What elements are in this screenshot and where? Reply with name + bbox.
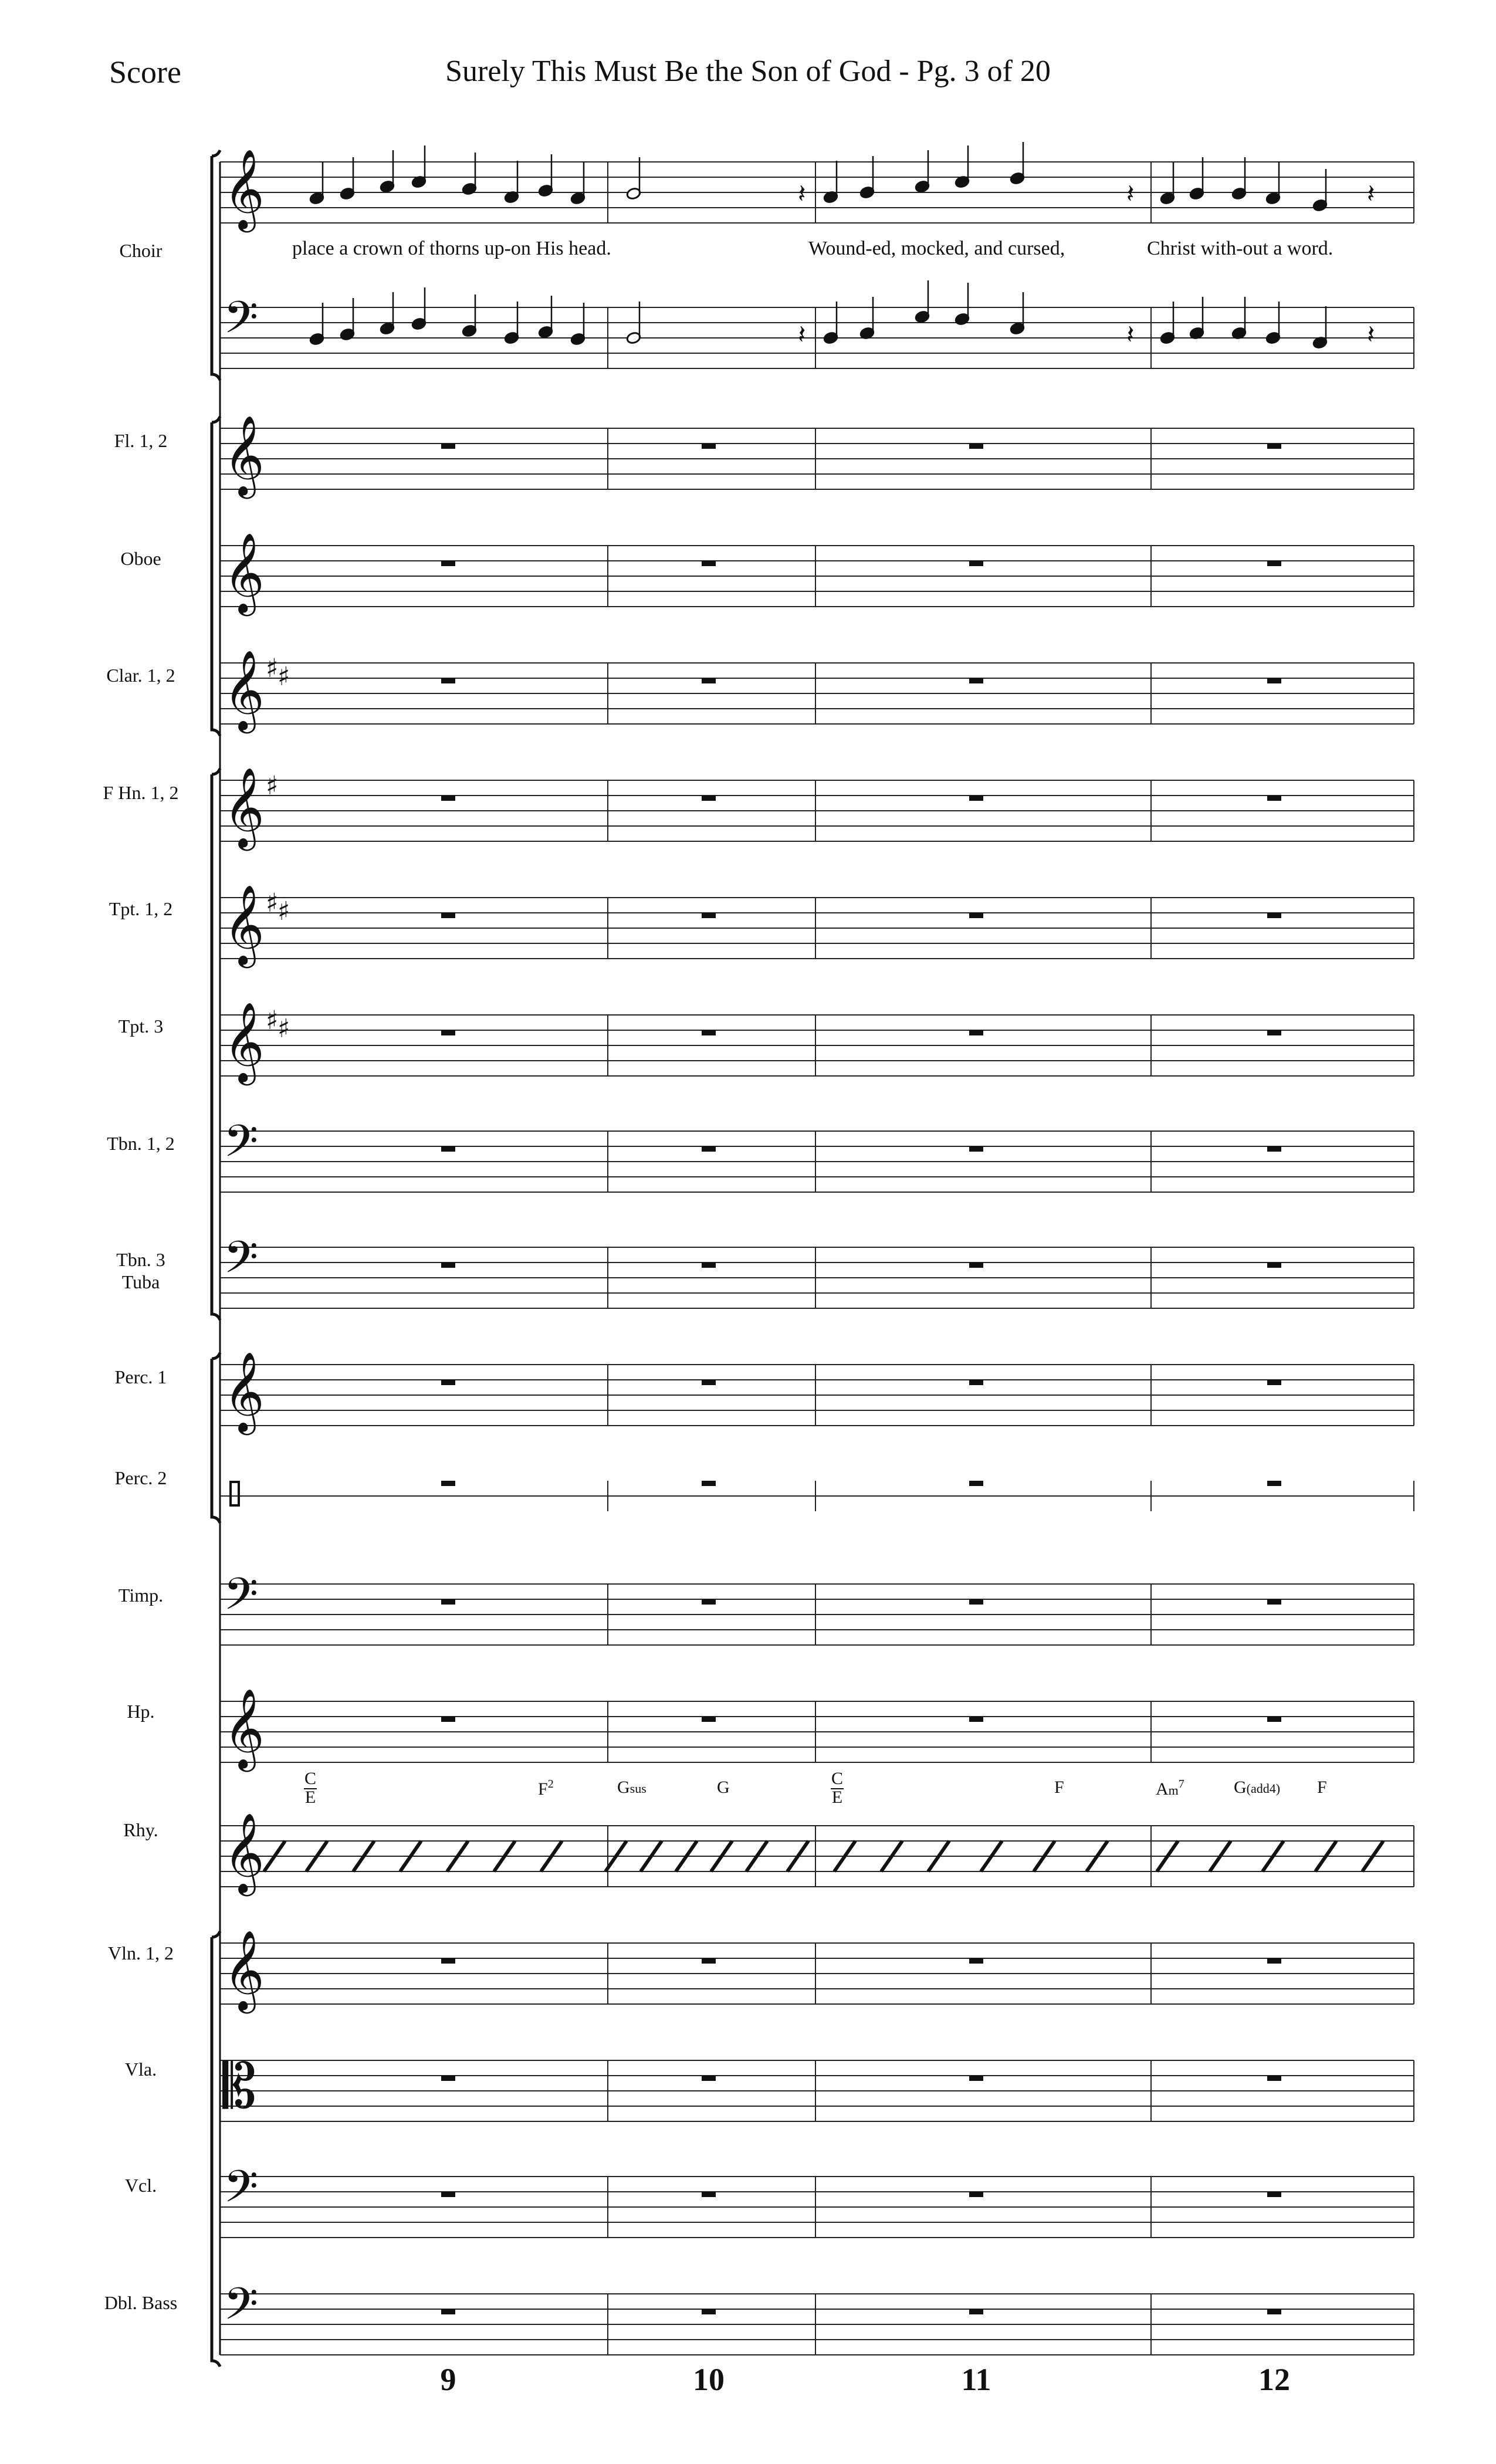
page-title: Surely This Must Be the Son of God - Pg. 3 of 20 [445, 55, 1051, 88]
choir-treble-quarter-rest: 𝄽 [798, 179, 806, 209]
viola-whole-rest [969, 2076, 983, 2081]
instrument-label-flute: Fl. 1, 2 [114, 430, 168, 451]
cello-staff [220, 2177, 1414, 2238]
trombone-1-2-whole-rest [441, 1146, 455, 1152]
chord-gadd4-ext: (add4) [1246, 1781, 1281, 1796]
trumpet-1-2-whole-rest [969, 913, 983, 918]
choir-bracket [212, 150, 220, 380]
clarinet-whole-rest [969, 678, 983, 683]
trumpet-3-staff [220, 1015, 1414, 1076]
chord-gsus-ext: sus [629, 1781, 647, 1796]
instrument-label-horn: F Hn. 1, 2 [103, 782, 179, 803]
chord-f-last-root: F [1317, 1778, 1327, 1797]
timpani-whole-rest [1267, 1599, 1281, 1605]
trombone-1-2-whole-rest [969, 1146, 983, 1152]
trumpet-1-2-sharp: ♯ [266, 888, 279, 918]
perc-1-whole-rest [702, 1380, 716, 1385]
cello-clef: 𝄢 [224, 2161, 259, 2223]
lyric-line-2: Wound-ed, mocked, and cursed, [808, 238, 1065, 259]
measure-number-12: 12 [1258, 2362, 1290, 2397]
instrument-label-trumpet-1-2: Tpt. 1, 2 [109, 898, 173, 919]
harp-whole-rest [702, 1717, 716, 1722]
viola-clef: 𝄡 [222, 2050, 257, 2122]
clarinet-whole-rest [441, 678, 455, 683]
flute-whole-rest [441, 444, 455, 449]
flute-clef: 𝄞 [224, 414, 265, 495]
flute-whole-rest [969, 444, 983, 449]
lyric-line-3: Christ with-out a word. [1147, 238, 1333, 259]
chord-gsus-root: G [617, 1778, 630, 1797]
trombone-3-tuba-staff [220, 1247, 1414, 1308]
trombone-1-2-staff [220, 1131, 1414, 1192]
choir-bass-clef: 𝄢 [224, 292, 259, 354]
strings-bracket [212, 1931, 220, 2367]
timpani-staff [220, 1584, 1414, 1645]
viola-whole-rest [441, 2076, 455, 2081]
double-bass-whole-rest [1267, 2309, 1281, 2314]
violin-whole-rest [702, 1958, 716, 1964]
trombone-3-tuba-whole-rest [969, 1263, 983, 1268]
cello-whole-rest [969, 2192, 983, 2197]
clarinet-clef: 𝄞 [224, 649, 265, 730]
trombone-3-tuba-whole-rest [441, 1263, 455, 1268]
lyric-line-1: place a crown of thorns up-on His head. [292, 238, 611, 259]
trumpet-3-whole-rest [702, 1030, 716, 1035]
instrument-label-perc-2: Perc. 2 [114, 1467, 167, 1488]
trumpet-3-clef: 𝄞 [224, 1001, 265, 1082]
cello-whole-rest [702, 2192, 716, 2197]
perc-1-staff [220, 1365, 1414, 1426]
chord-f2-root: F [538, 1779, 548, 1799]
brass-bracket [212, 769, 220, 1320]
double-bass-whole-rest [969, 2309, 983, 2314]
trumpet-1-2-whole-rest [702, 913, 716, 918]
measure-number-10: 10 [693, 2362, 725, 2397]
violin-clef: 𝄞 [224, 1929, 265, 2010]
instrument-label-double-bass: Dbl. Bass [104, 2292, 178, 2313]
oboe-whole-rest [702, 561, 716, 566]
chord-c-over-e-2-bottom: E [831, 1788, 843, 1807]
clarinet-sharp: ♯ [266, 654, 279, 683]
measure-number-11: 11 [961, 2362, 991, 2397]
instrument-label-choir: Choir [119, 240, 163, 261]
instrument-label-timpani: Timp. [118, 1585, 164, 1606]
instrument-label-tuba: Tuba [121, 1271, 160, 1292]
choir-treble-clef: 𝄞 [224, 148, 265, 229]
oboe-whole-rest [1267, 561, 1281, 566]
harp-whole-rest [969, 1717, 983, 1722]
trumpet-3-sharp: ♯ [266, 1006, 279, 1035]
violin-staff [220, 1943, 1414, 2004]
flute-staff [220, 428, 1414, 489]
viola-whole-rest [1267, 2076, 1281, 2081]
harp-clef: 𝄞 [224, 1687, 265, 1768]
chord-am7-root: A [1156, 1779, 1169, 1799]
trombone-3-tuba-clef: 𝄢 [224, 1231, 259, 1294]
trumpet-3-sharp: ♯ [277, 1014, 290, 1044]
perc-2-whole-rest [702, 1481, 716, 1486]
horn-staff [220, 780, 1414, 841]
timpani-whole-rest [702, 1599, 716, 1605]
choir-treble-quarter-rest: 𝄽 [1367, 179, 1375, 209]
harp-staff [220, 1701, 1414, 1762]
woodwind-bracket [212, 417, 220, 736]
cello-whole-rest [1267, 2192, 1281, 2197]
choir-bass-quarter-rest: 𝄽 [1126, 320, 1135, 350]
chord-c-over-e-2-top: C [831, 1769, 843, 1788]
rhythm-staff [220, 1826, 1414, 1887]
horn-whole-rest [1267, 796, 1281, 801]
trumpet-3-whole-rest [441, 1030, 455, 1035]
cello-whole-rest [441, 2192, 455, 2197]
perc-1-whole-rest [969, 1380, 983, 1385]
clarinet-whole-rest [1267, 678, 1281, 683]
violin-whole-rest [969, 1958, 983, 1964]
instrument-label-harp: Hp. [127, 1701, 155, 1722]
instrument-label-cello: Vcl. [124, 2175, 157, 2196]
trumpet-3-whole-rest [1267, 1030, 1281, 1035]
viola-whole-rest [702, 2076, 716, 2081]
timpani-whole-rest [441, 1599, 455, 1605]
double-bass-staff [220, 2294, 1414, 2355]
measure-number-9: 9 [440, 2362, 456, 2397]
harp-whole-rest [1267, 1717, 1281, 1722]
horn-whole-rest [969, 796, 983, 801]
trumpet-3-whole-rest [969, 1030, 983, 1035]
harp-whole-rest [441, 1717, 455, 1722]
chord-am7-quality: m [1168, 1783, 1179, 1798]
oboe-whole-rest [969, 561, 983, 566]
oboe-staff [220, 546, 1414, 607]
instrument-label-trumpet-3: Tpt. 3 [118, 1016, 164, 1037]
chord-gadd4-root: G [1234, 1778, 1247, 1797]
perc-1-whole-rest [1267, 1380, 1281, 1385]
instrument-label-clarinet: Clar. 1, 2 [106, 665, 175, 686]
violin-whole-rest [1267, 1958, 1281, 1964]
horn-whole-rest [702, 796, 716, 801]
perc-2-whole-rest [441, 1481, 455, 1486]
flute-whole-rest [702, 444, 716, 449]
perc-1-clef: 𝄞 [224, 1351, 265, 1431]
violin-whole-rest [441, 1958, 455, 1964]
chord-am7-ext: 7 [1178, 1778, 1184, 1791]
timpani-clef: 𝄢 [224, 1568, 259, 1631]
clarinet-sharp: ♯ [277, 662, 290, 692]
perc-2-whole-rest [1267, 1481, 1281, 1486]
trumpet-1-2-staff [220, 898, 1414, 959]
instrument-label-rhythm: Rhy. [123, 1819, 158, 1840]
choir-bass-quarter-rest: 𝄽 [1367, 320, 1375, 350]
flute-whole-rest [1267, 444, 1281, 449]
clarinet-staff [220, 663, 1414, 724]
oboe-clef: 𝄞 [224, 532, 265, 612]
rhythm-clef: 𝄞 [224, 1812, 265, 1893]
instrument-label-oboe: Oboe [120, 548, 161, 569]
clarinet-whole-rest [702, 678, 716, 683]
horn-whole-rest [441, 796, 455, 801]
instrument-label-violin: Vln. 1, 2 [108, 1942, 174, 1964]
double-bass-clef: 𝄢 [224, 2278, 259, 2341]
trumpet-1-2-clef: 𝄞 [224, 884, 265, 964]
instrument-label-viola: Vla. [124, 2059, 157, 2080]
trumpet-1-2-sharp: ♯ [277, 896, 290, 926]
trombone-1-2-whole-rest [1267, 1146, 1281, 1152]
trombone-1-2-clef: 𝄢 [224, 1115, 259, 1178]
choir-treble-quarter-rest: 𝄽 [1126, 179, 1135, 209]
horn-sharp: ♯ [266, 771, 279, 801]
double-bass-whole-rest [441, 2309, 455, 2314]
instrument-label-trombone-3: Tbn. 3 [116, 1249, 165, 1270]
trombone-3-tuba-whole-rest [702, 1263, 716, 1268]
trombone-1-2-whole-rest [702, 1146, 716, 1152]
chord-c-over-e-1-bottom: E [304, 1788, 316, 1807]
instrument-label-trombone-1-2: Tbn. 1, 2 [107, 1133, 175, 1154]
score-label: Score [109, 55, 181, 90]
timpani-whole-rest [969, 1599, 983, 1605]
choir-bass-quarter-rest: 𝄽 [798, 320, 806, 350]
chord-f2-ext: 2 [547, 1778, 554, 1791]
chord-g-root: G [717, 1778, 730, 1797]
trombone-3-tuba-whole-rest [1267, 1263, 1281, 1268]
chord-f-root: F [1054, 1778, 1064, 1797]
perc-2-clef [231, 1482, 239, 1505]
trumpet-1-2-whole-rest [441, 913, 455, 918]
perc-1-whole-rest [441, 1380, 455, 1385]
chord-c-over-e-1-top: C [304, 1769, 316, 1788]
horn-clef: 𝄞 [224, 766, 265, 847]
double-bass-whole-rest [702, 2309, 716, 2314]
perc-2-whole-rest [969, 1481, 983, 1486]
oboe-whole-rest [441, 561, 455, 566]
instrument-label-perc-1: Perc. 1 [114, 1366, 167, 1387]
viola-staff [220, 2060, 1414, 2121]
percussion-bracket [212, 1353, 220, 1523]
trumpet-1-2-whole-rest [1267, 913, 1281, 918]
